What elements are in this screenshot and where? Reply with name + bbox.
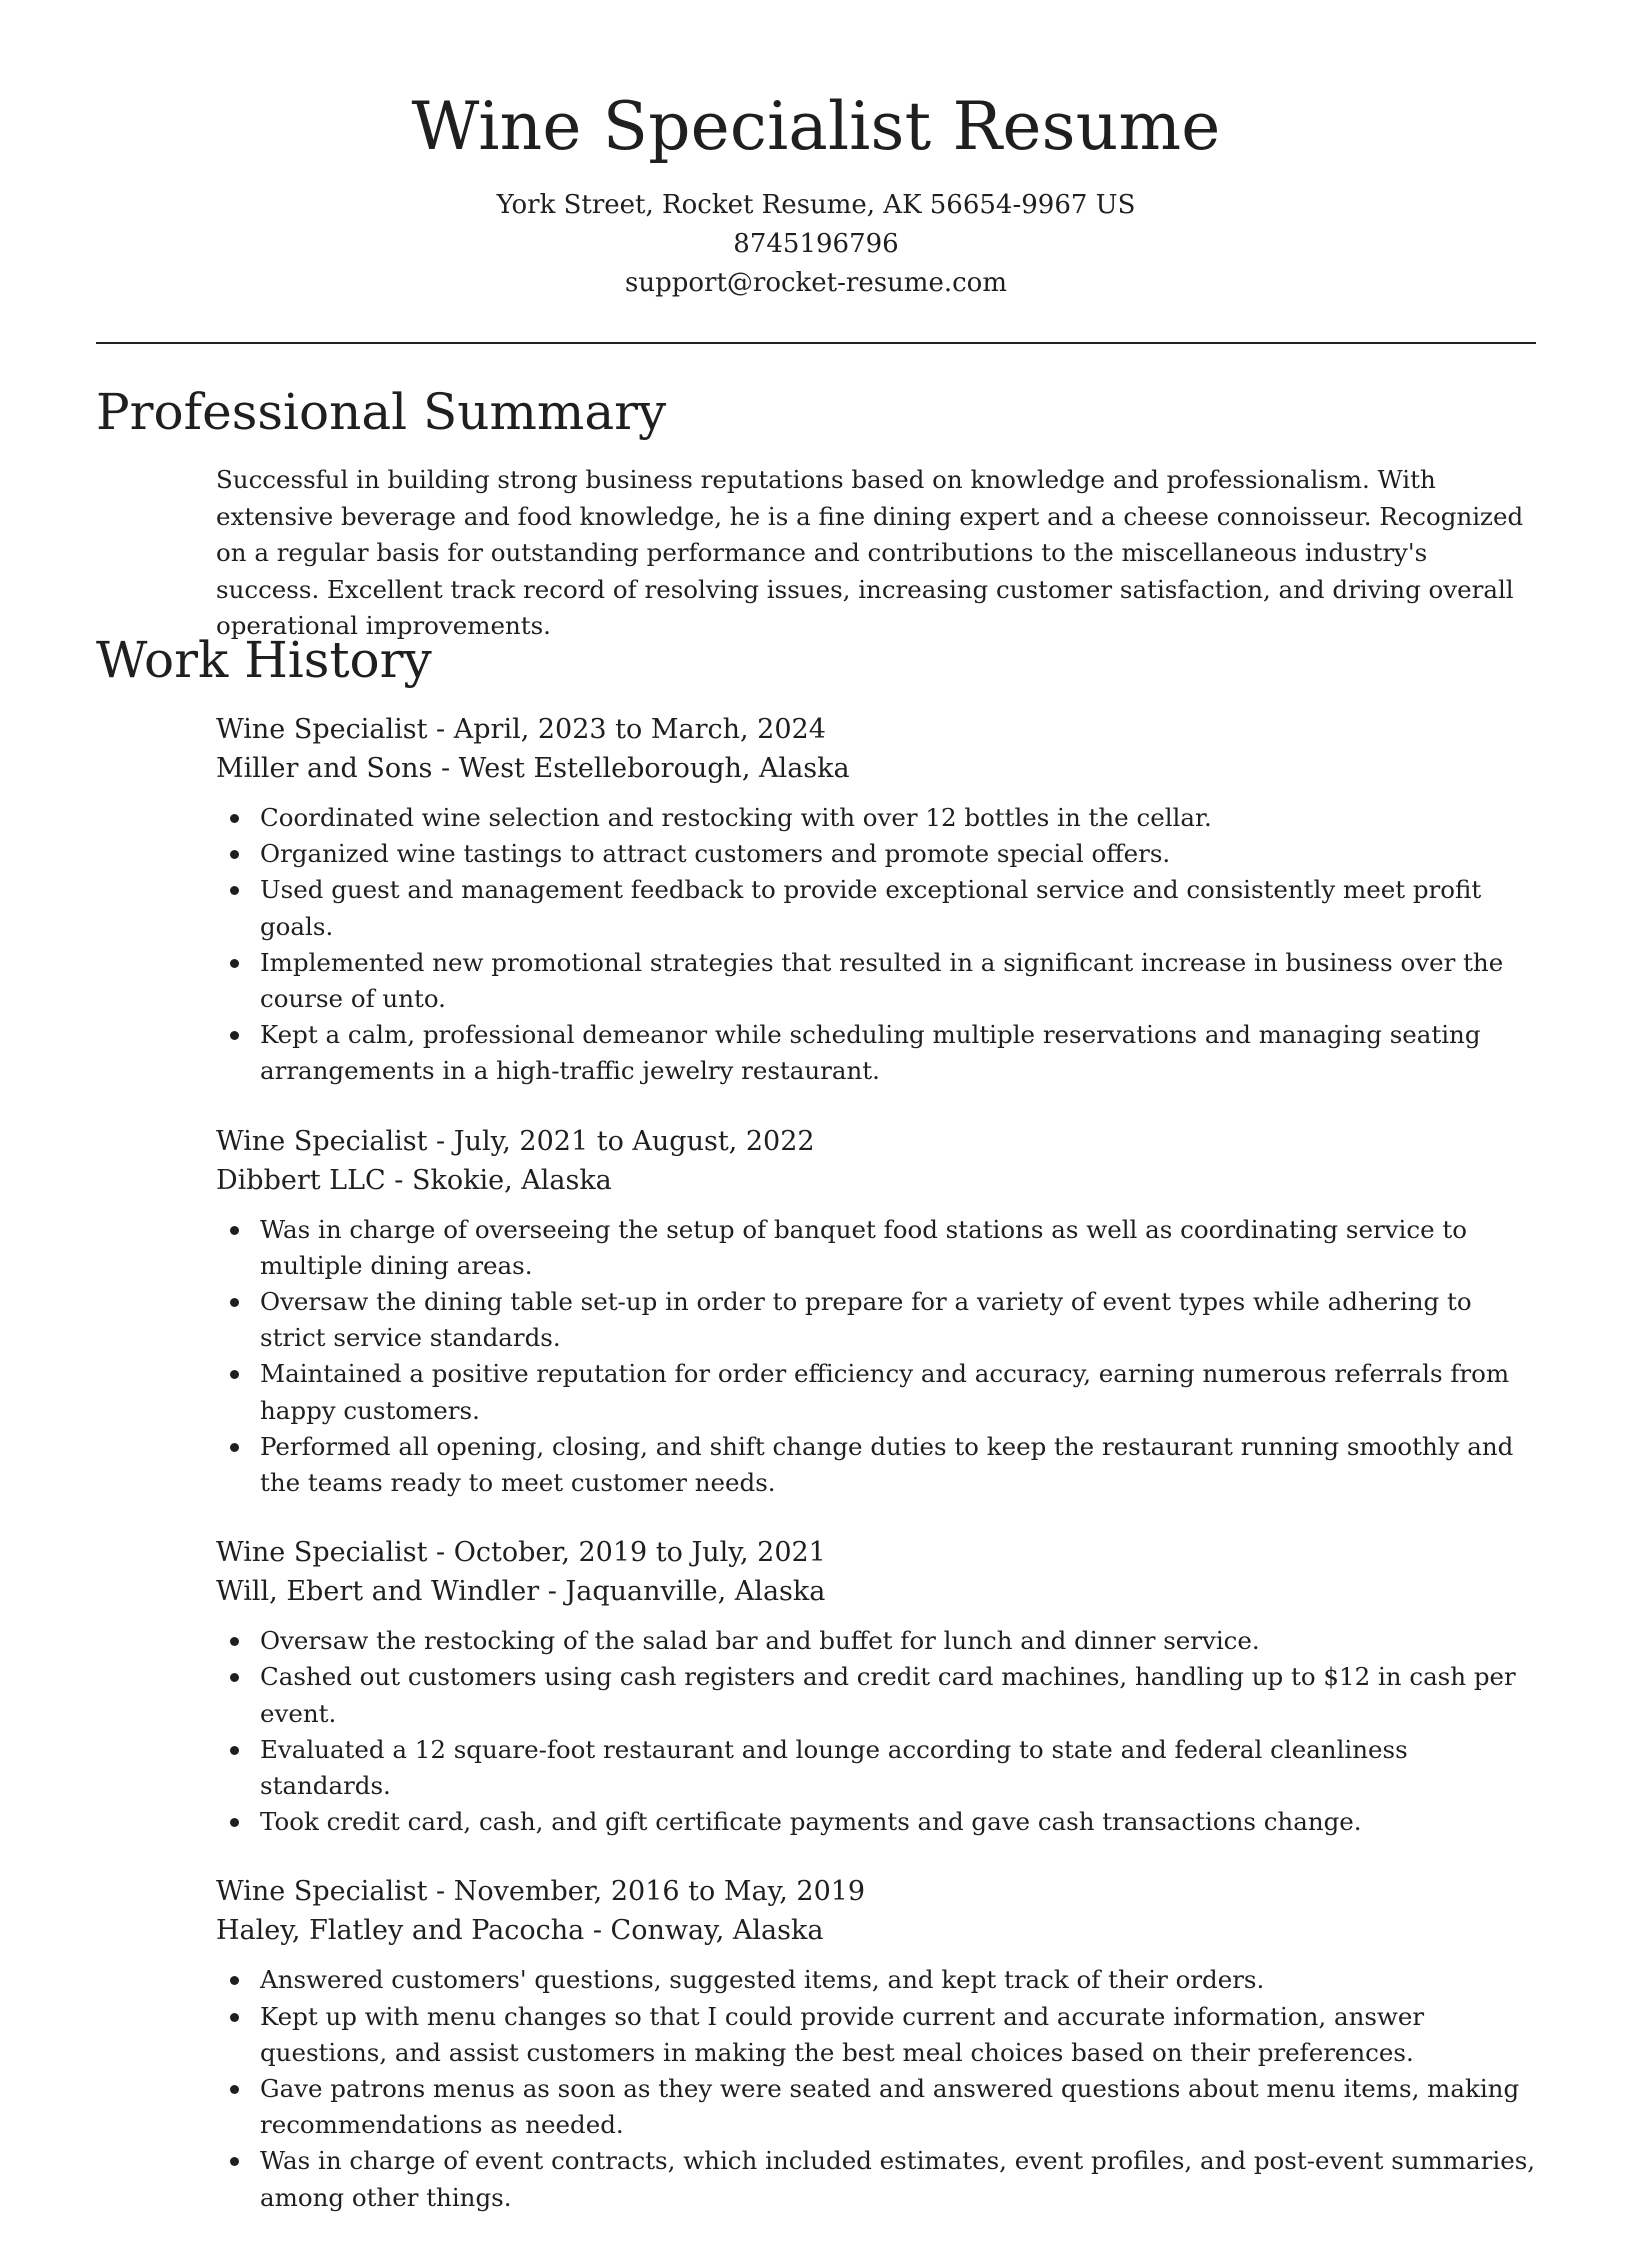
job-role: Wine Specialist — [216, 1537, 428, 1569]
job-company-line: Haley, Flatley and Pacocha - Conway, Alaska — [216, 1915, 824, 1947]
resume-title: Wine Specialist Resume — [411, 88, 1221, 165]
job-role: Wine Specialist — [216, 714, 428, 745]
job-title-line: Wine Specialist - July, 2021 to August, 2022 — [216, 1125, 815, 1157]
job-location: Skokie, Alaska — [411, 1164, 612, 1196]
job-bullet: Cashed out customers using cash registers and credit card machines, handling up to $12 in cash per event. — [260, 1659, 1536, 1731]
job-bullet: Organized wine tastings to attract customers and promote special offers. — [260, 836, 1536, 872]
job-bullets — [216, 800, 1536, 1090]
job-bullet: Oversaw the restocking of the salad bar and buffet for lunch and dinner service. — [260, 1623, 1536, 1659]
contact-email: support@rocket-resume.com — [624, 268, 1007, 298]
job-dates: November, 2016 to May, 2019 — [453, 1876, 866, 1908]
job-bullets — [216, 1962, 1536, 2215]
job-location: Jaquanville, Alaska — [565, 1576, 826, 1608]
job-company: Haley, Flatley and Pacocha — [216, 1915, 585, 1947]
job-bullet: Took credit card, cash, and gift certificate payments and gave cash transactions change. — [260, 1804, 1536, 1840]
job-dates: April, 2023 to March, 2024 — [453, 714, 826, 745]
job-title-line: Wine Specialist - November, 2016 to May, 2019 — [216, 1876, 866, 1908]
resume-header — [96, 82, 1536, 303]
job-bullet: Used guest and management feedback to provide exceptional service and consistently meet profit goals. — [260, 872, 1536, 944]
section-title-summary: Professional Summary — [96, 383, 667, 441]
job-bullet: Maintained a positive reputation for order efficiency and accuracy, earning numerous referrals from happy customers. — [260, 1356, 1536, 1428]
section-title-work-history: Work History — [96, 631, 432, 689]
job-bullet: Gave patrons menus as soon as they were seated and answered questions about menu items, making recommendations as needed. — [260, 2071, 1536, 2143]
job-role: Wine Specialist — [216, 1125, 428, 1157]
job-bullet: Was in charge of event contracts, which included estimates, event profiles, and post-event summaries, among other things. — [260, 2143, 1536, 2215]
work-history-list — [216, 710, 1536, 2248]
job-dates: July, 2021 to August, 2022 — [453, 1125, 815, 1157]
job-title-line: Wine Specialist - October, 2019 to July, 2021 — [216, 1537, 826, 1569]
contact-address: York Street, Rocket Resume, AK 56654-9967 US — [496, 190, 1136, 220]
job-bullet: Was in charge of overseeing the setup of banquet food stations as well as coordinating service to multiple dining areas. — [260, 1212, 1536, 1284]
job-entry — [216, 710, 1536, 1090]
job-company-line: Dibbert LLC - Skokie, Alaska — [216, 1164, 612, 1196]
job-company-line: Will, Ebert and Windler - Jaquanville, Alaska — [216, 1576, 826, 1608]
job-company: Miller and Sons — [216, 753, 433, 784]
job-company: Will, Ebert and Windler — [216, 1576, 540, 1608]
job-bullet: Kept a calm, professional demeanor while scheduling multiple reservations and managing seating arrangements in a high-traffic jewelry restaurant. — [260, 1017, 1536, 1089]
job-bullet: Oversaw the dining table set-up in order to prepare for a variety of event types while adhering to strict service standards. — [260, 1284, 1536, 1356]
job-bullet: Implemented new promotional strategies that resulted in a significant increase in business over the course of unto. — [260, 945, 1536, 1017]
job-bullets — [216, 1212, 1536, 1502]
job-role: Wine Specialist — [216, 1876, 428, 1908]
job-dates: October, 2019 to July, 2021 — [453, 1537, 826, 1569]
job-bullet: Evaluated a 12 square-foot restaurant and lounge according to state and federal cleanliness standards. — [260, 1732, 1536, 1804]
job-bullets — [216, 1623, 1536, 1840]
job-bullet: Coordinated wine selection and restocking with over 12 bottles in the cellar. — [260, 800, 1536, 836]
job-entry — [216, 1872, 1536, 2215]
job-bullet: Kept up with menu changes so that I could provide current and accurate information, answer questions, and assist customers in making the best meal choices based on their preferences. — [260, 1999, 1536, 2071]
job-location: Conway, Alaska — [610, 1915, 824, 1947]
job-bullet: Answered customers' questions, suggested items, and kept track of their orders. — [260, 1962, 1536, 1998]
job-title-line: Wine Specialist - April, 2023 to March, 2024 — [216, 714, 826, 745]
job-entry — [216, 1533, 1536, 1840]
job-location: West Estelleborough, Alaska — [458, 753, 850, 784]
job-company: Dibbert LLC — [216, 1164, 386, 1196]
summary-text: Successful in building strong business reputations based on knowledge and professionalism. With extensive beverage and food knowledge, he is a fine dining expert and a cheese connoisseur. Recognized on a regular basis for outstanding performance and contributions to the miscellaneous industry's success. Excellent track record of resolving issues, increasing customer satisfaction, and driving overall operational improvements. — [216, 465, 1524, 640]
header-divider — [96, 342, 1536, 344]
job-company-line: Miller and Sons - West Estelleborough, Alaska — [216, 753, 850, 784]
job-entry — [216, 1122, 1536, 1502]
job-bullet: Performed all opening, closing, and shift change duties to keep the restaurant running smoothly and the teams ready to meet customer needs. — [260, 1429, 1536, 1501]
contact-phone: 8745196796 — [733, 229, 899, 259]
